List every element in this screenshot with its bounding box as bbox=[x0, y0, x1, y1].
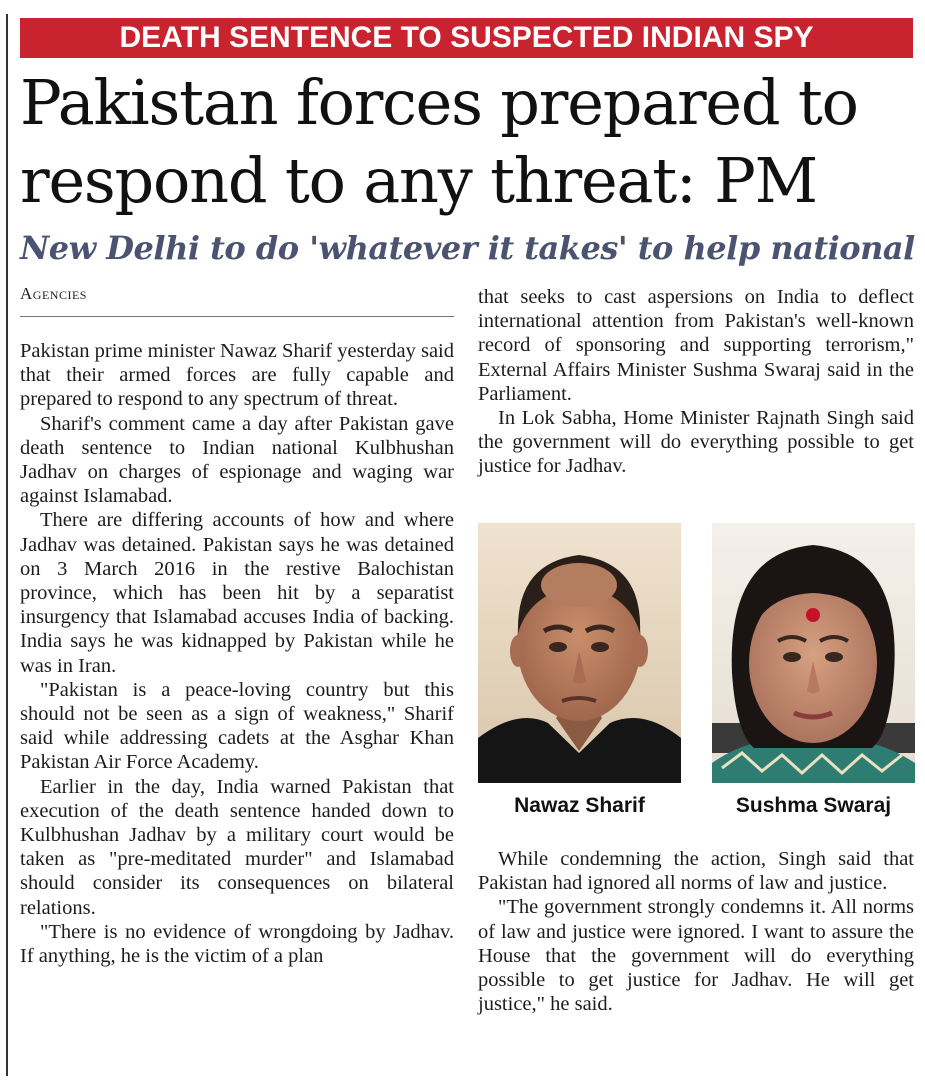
paragraph: Sharif's comment came a day after Pakistan gave death sentence to Indian national Kulbhushan Jadhav on charges of espionage and waging war against Islamabad. bbox=[20, 412, 454, 508]
paragraph: Pakistan prime minister Nawaz Sharif yesterday said that their armed forces are fully capable and prepared to respond to any spectrum of threat. bbox=[20, 340, 454, 411]
photo-sushma-swaraj bbox=[712, 523, 915, 783]
kicker-banner: DEATH SENTENCE TO SUSPECTED INDIAN SPY bbox=[20, 18, 913, 58]
subheadline: New Delhi to do 'whatever it takes' to help national bbox=[20, 229, 915, 267]
paragraph: While condemning the action, Singh said that Pakistan had ignored all norms of law and justice. bbox=[478, 848, 914, 895]
headline-line-2: respond to any threat: PM bbox=[20, 144, 817, 217]
headline-line-1: Pakistan forces prepared to bbox=[20, 66, 858, 139]
paragraph: that seeks to cast aspersions on India to deflect international attention from Pakistan's well-known record of sponsoring and supporting terrorism," External Affairs Minister Sushma Swaraj said in the Parliament. bbox=[478, 286, 914, 405]
article-column-2-bottom bbox=[478, 847, 914, 1016]
paragraph: Earlier in the day, India warned Pakistan that execution of the death sentence handed down to Kulbhushan Jadhav by a military court would be taken as "pre-meditated murder" and Islamabad should consider its consequences on bilateral relations. bbox=[20, 775, 454, 919]
photo-caption-sushma-swaraj: Sushma Swaraj bbox=[735, 794, 892, 817]
paragraph: "The government strongly condemns it. All norms of law and justice were ignored. I want to assure the House that the government will do everything possible to get justice for Jadhav. He will get justice," he said. bbox=[478, 896, 914, 1016]
column-rule bbox=[6, 14, 8, 1076]
paragraph: "Pakistan is a peace-loving country but this should not be seen as a sign of weakness," Sharif said while addressing cadets at the Asghar Khan Pakistan Air Force Academy. bbox=[20, 678, 454, 774]
article-column-2-top bbox=[478, 285, 914, 479]
portrait-woman-image bbox=[712, 523, 915, 783]
article-column-1 bbox=[20, 339, 454, 968]
headline bbox=[20, 64, 920, 220]
paragraph: There are differing accounts of how and where Jadhav was detained. Pakistan says he was detained on 3 March 2016 in the restive Balochistan province, which has been hit by a separatist insurgency that Islamabad accuses India of backing. India says he was kidnapped by Pakistan while he was in Iran. bbox=[20, 509, 454, 677]
photo-caption-nawaz-sharif: Nawaz Sharif bbox=[514, 794, 645, 817]
photo-nawaz-sharif bbox=[478, 523, 681, 783]
byline: Agencies bbox=[20, 284, 87, 303]
paragraph: In Lok Sabha, Home Minister Rajnath Singh said the government will do everything possible to get justice for Jadhav. bbox=[478, 407, 914, 478]
byline-divider bbox=[20, 316, 454, 317]
portrait-man-image bbox=[478, 523, 681, 783]
paragraph: "There is no evidence of wrongdoing by Jadhav. If anything, he is the victim of a plan bbox=[20, 920, 454, 968]
